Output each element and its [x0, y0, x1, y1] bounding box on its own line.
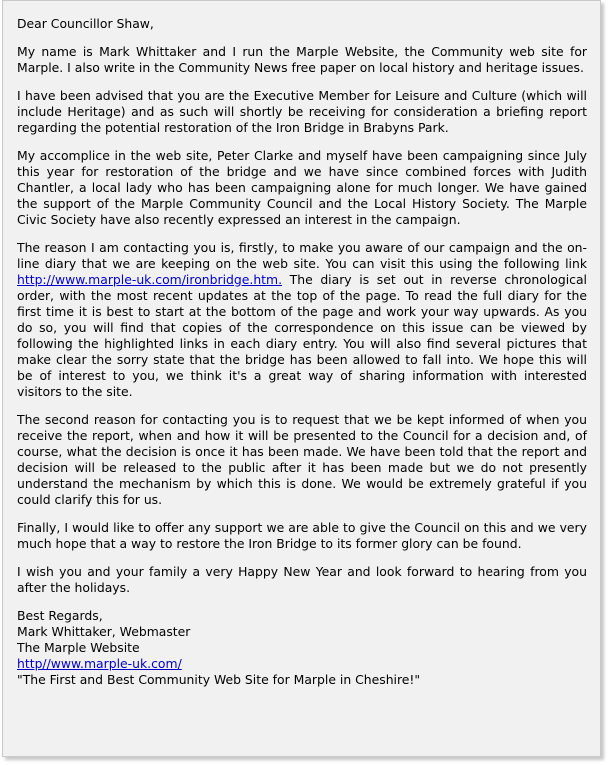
signature-block [17, 608, 587, 688]
paragraph-campaign: My accomplice in the web site, Peter Clarke and myself have been campaigning since July this year for restoration of the bridge and we have since combined forces with Judith Chantler, a local lady who has been campaigning alone for much longer. We have gained the support of the Marple Community Council and the Local History Society. The Marple Civic Society have also recently expressed an interest in the campaign. [17, 148, 587, 227]
paragraph-diary-rest: The diary is set out in reverse chronological order, with the most recent updates at the top of the page. To read the full diary for the first time it is best to start at the bottom of the page and work your way upwards. As you do so, you will find that copies of the correspondence on this issue can be viewed by following the highlighted links in each diary entry. You will also find several pictures that make clear the sorry state that the bridge has been allowed to fall into. We hope this will be of interest to you, we think it's a great way of sharing information with interested visitors to the site. [17, 272, 587, 399]
paragraph-diary-lead: The reason I am contacting you is, firstly, to make you aware of our campaign and the on-line diary that we are keeping on the web site. You can visit this using the following link [17, 240, 587, 271]
paragraph-executive-member: I have been advised that you are the Executive Member for Leisure and Culture (which will include Heritage) and as such will shortly be receiving for consideration a briefing report regarding the potential restoration of the Iron Bridge in Brabyns Park. [17, 88, 587, 135]
website-link[interactable]: http//www.marple-uk.com/ [17, 656, 182, 671]
paragraph-intro: My name is Mark Whittaker and I run the Marple Website, the Community web site for Marple. I also write in the Community News free paper on local history and heritage issues. [17, 44, 587, 75]
ironbridge-link[interactable]: http://www.marple-uk.com/ironbridge.htm. [17, 272, 283, 287]
letter-container [2, 0, 601, 757]
closing: Best Regards, [17, 608, 103, 623]
paragraph-support: Finally, I would like to offer any support we are able to give the Council on this and we very much hope that a way to restore the Iron Bridge to its former glory can be found. [17, 520, 587, 551]
signer-organisation: The Marple Website [17, 640, 140, 655]
paragraph-diary [17, 240, 587, 400]
paragraph-request: The second reason for contacting you is to request that we be kept informed of when you receive the report, when and how it will be presented to the Council for a decision and, of course, what the decision is once it has been made. We have been told that the report and decision will be released to the public after it has been made but we do not presently understand the mechanism by which this is done. We would be extremely grateful if you could clarify this for us. [17, 412, 587, 507]
tagline: "The First and Best Community Web Site for Marple in Cheshire!" [17, 672, 421, 687]
paragraph-new-year: I wish you and your family a very Happy New Year and look forward to hearing from you after the holidays. [17, 564, 587, 595]
signer-name: Mark Whittaker, Webmaster [17, 624, 191, 639]
greeting: Dear Councillor Shaw, [17, 16, 154, 31]
